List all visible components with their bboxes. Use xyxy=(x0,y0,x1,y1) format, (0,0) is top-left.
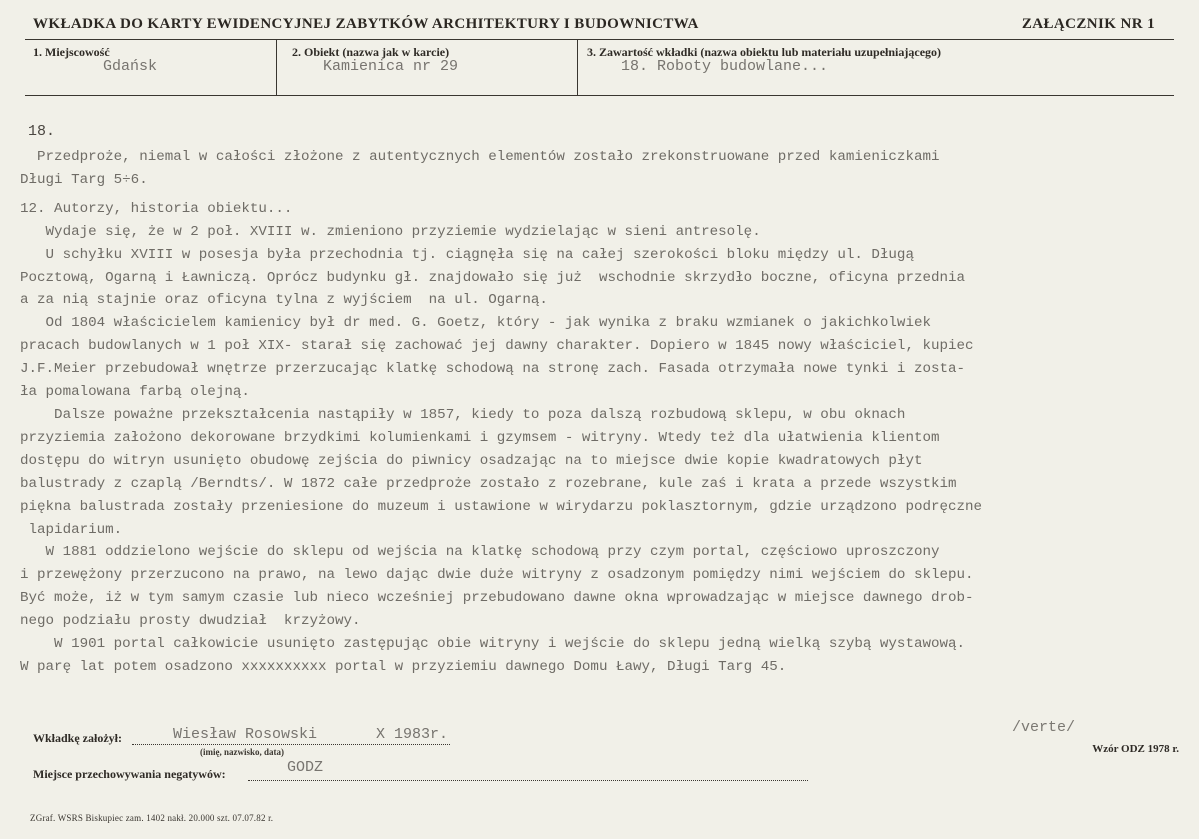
locality-label: 1. Miejscowość xyxy=(33,45,110,59)
founded-by-label: Wkładkę założył: xyxy=(33,731,122,745)
field-separator-2 xyxy=(577,39,578,95)
body-line: J.F.Meier przebudował wnętrze przerzucając klatkę schodową na stronę zach. Fasada otrzymała nowe tynki i zosta- xyxy=(20,361,966,378)
body-line: przyziemia założono dekorowane brzydkimi kolumienkami i gzymsem - witryny. Wtedy też dla ułatwienia klientom xyxy=(20,429,940,446)
body-line: W 1881 oddzielono wejście do sklepu od wejścia na klatkę schodową przy czym portal, częściowo uproszczony xyxy=(20,544,940,561)
body-line: Od 1804 właścicielem kamienicy był dr med. G. Goetz, który - jak wynika z braku wzmianek o jakichkolwiek xyxy=(20,315,931,332)
fields-divider xyxy=(25,95,1174,96)
typed-body-text xyxy=(20,146,1185,679)
body-line: nego podziału prosty dwudział krzyżowy. xyxy=(20,613,361,630)
negatives-storage-value: GODZ xyxy=(287,759,324,776)
founded-by-sublabel: (imię, nazwisko, data) xyxy=(200,747,284,757)
body-line: Pocztową, Ogarną i Ławniczą. Oprócz budynku gł. znajdowało się już wschodnie skrzydło boczne, oficyna przednia xyxy=(20,269,966,286)
body-line: Przedproże, niemal w całości złożone z autentycznych elementów zostało zrekonstruowane przed kamieniczkami xyxy=(20,149,940,165)
negatives-storage-line xyxy=(248,780,808,781)
founded-by-line xyxy=(132,744,450,745)
body-line: piękna balustrada zostały przeniesione do muzeum i ustawione w wirydarzu poklasztornym, gdzie urządzono podręczne xyxy=(20,498,983,515)
founded-by-date: X 1983r. xyxy=(376,726,449,743)
body-line: 12. Autorzy, historia obiektu... xyxy=(20,200,293,217)
header-divider xyxy=(25,39,1174,40)
body-line: Dalsze poważne przekształcenia nastąpiły w 1857, kiedy to poza dalszą rozbudową sklepu, w obu oknach xyxy=(20,406,906,423)
insert-content-label: 3. Zawartość wkładki (nazwa obiektu lub materiału uzupełniającego) xyxy=(587,45,942,59)
annex-number: ZAŁĄCZNIK NR 1 xyxy=(1021,16,1155,32)
body-line: Wydaje się, że w 2 poł. XVIII w. zmieniono przyziemie wydzielając w sieni antresolę. xyxy=(20,223,761,240)
body-line: a za nią stajnie oraz oficyna tylna z wyjściem na ul. Ogarną. xyxy=(20,292,548,309)
object-value: Kamienica nr 29 xyxy=(323,58,459,75)
body-line: balustrady z czaplą /Berndts/. W 1872 całe przedproże zostało z rozebrane, kule zaś i krata a przede wszystkim xyxy=(20,475,957,492)
object-label: 2. Obiekt (nazwa jak w karcie) xyxy=(292,45,450,59)
body-line: lapidarium. xyxy=(20,521,123,538)
field-separator-1 xyxy=(276,39,277,95)
section-number: 18. xyxy=(28,123,56,140)
body-line: W parę lat potem osadzono xxxxxxxxxx portal w przyziemiu dawnego Domu Ławy, Długi Targ 45. xyxy=(20,658,787,675)
body-line: Długi Targ 5÷6. xyxy=(20,171,148,188)
negatives-storage-label: Miejsce przechowywania negatywów: xyxy=(33,767,226,781)
print-imprint: ZGraf. WSRS Biskupiec zam. 1402 nakł. 20.000 szt. 07.07.82 r. xyxy=(30,813,274,823)
founded-by-name: Wiesław Rosowski xyxy=(173,726,318,743)
form-reference: Wzór ODZ 1978 r. xyxy=(1092,743,1179,755)
body-line: ła pomalowana farbą olejną. xyxy=(20,384,250,401)
body-line: W 1901 portal całkowicie usunięto zastępując obie witryny i wejście do sklepu jedną wielką szybą wystawową. xyxy=(20,636,966,653)
body-line: U schyłku XVIII w posesja była przechodnia tj. ciągnęła się na całej szerokości bloku między ul. Długą xyxy=(20,246,914,263)
verte-note: /verte/ xyxy=(1012,719,1076,736)
insert-content-value: 18. Roboty budowlane... xyxy=(621,58,829,75)
locality-value: Gdańsk xyxy=(103,58,158,75)
card-title: WKŁADKA DO KARTY EWIDENCYJNEJ ZABYTKÓW ARCHITEKTURY I BUDOWNICTWA xyxy=(33,16,699,32)
body-line: dostępu do witryn usunięto obudowę zejścia do piwnicy osadzając na to miejsce dwie kopie kwadratowych płyt xyxy=(20,452,923,469)
body-line: Być może, iż w tym samym czasie lub nieco wcześniej przebudowano dawne okna wprowadzając w miejsce dawnego drob- xyxy=(20,590,974,607)
body-line: i przewężony przerzucono na prawo, na lewo dając dwie duże witryny z osadzonym pomiędzy nimi wejściem do sklepu. xyxy=(20,567,974,584)
body-line: pracach budowlanych w 1 poł XIX- starał się zachować jej dawny charakter. Dopiero w 1845 nowy właściciel, kupiec xyxy=(20,338,974,355)
